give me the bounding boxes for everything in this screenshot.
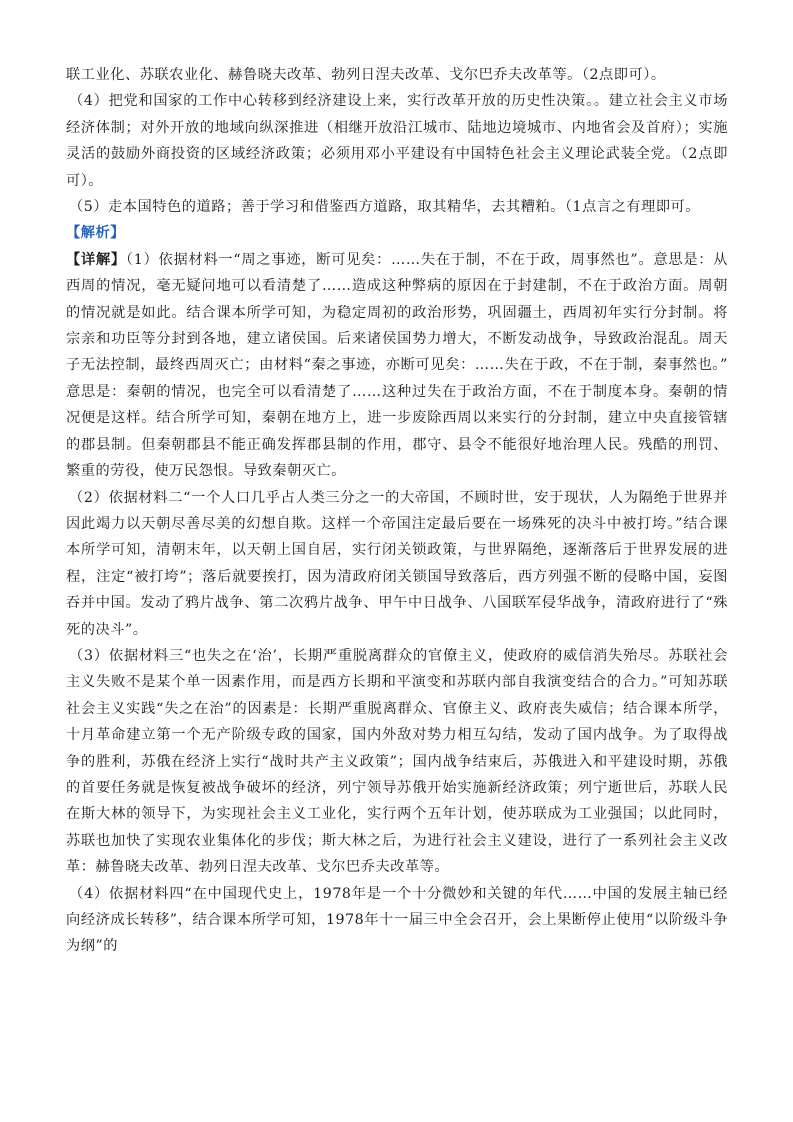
analysis-label: 【解析】 (66, 225, 125, 242)
detail-paragraph-4: （4）依据材料四“在中国现代史上，1978年是一个十分微妙和关键的年代……中国的发展主轴已经向经济成长转移”，结合课本所学可知，1978年十一届三中全会召开，会上果断停止使用“以阶级斗争为纲”的 (66, 885, 728, 955)
analysis-heading (66, 220, 728, 246)
answer-4: （4）把党和国家的工作中心转移到经济建设上来，实行改革开放的历史性决策。。建立社会主义市场经济体制；对外开放的地域向纵深推进（相继开放沿江城市、陆地边境城市、内地省会及首府）；实施灵活的鼓励外商投资的区域经济政策；必须用邓小平建设有中国特色社会主义理论武装全党。（2点即可）。 (66, 93, 728, 189)
answer-5: （5）走本国特色的道路；善于学习和借鉴西方道路，取其精华，去其糟粕。（1点言之有理即可。 (69, 199, 701, 216)
document-page (66, 62, 743, 960)
answer-continuation: 联工业化、苏联农业化、赫鲁晓夫改革、勃列日涅夫改革、戈尔巴乔夫改革等。（2点即可）。 (66, 67, 666, 83)
detail-paragraph-3: （3）依据材料三“也失之在‘治’，长期严重脱离群众的官僚主义，使政府的威信消失殆尽。苏联社会主义失败不是某个单一因素作用，而是西方长期和平演变和苏联内部自我演变结合的合力。”可知苏联社会主义实践“失之在治”的因素是：长期严重脱离群众、官僚主义、政府丧失威信；结合课本所学，十月革命建立第一个无产阶级专政的国家，国内外敌对势力相互勾结，发动了国内战争。为了取得战争的胜利，苏俄在经济上实行“战时共产主义政策”；国内战争结束后，苏俄进入和平建设时期，苏俄的首要任务就是恢复被战争破坏的经济，列宁领导苏俄开始实施新经济政策；列宁逝世后，苏联人民在斯大林的领导下，为实现社会主义工业化，实行两个五年计划，使苏联成为工业强国；以此同时，苏联也加快了实现农业集体化的步伐；斯大林之后，为进行社会主义建设，进行了一系列社会主义改革：赫鲁晓夫改革、勃列日涅夫改革、戈尔巴乔夫改革等。 (66, 647, 728, 876)
detail-label: 【详解】 (66, 251, 126, 268)
detail-text-1: （1）依据材料一“周之事迹，断可见矣：……失在于制，不在于政，周事然也”。意思是：从西周的情况，毫无疑问地可以看清楚了……造成这种弊病的原因在于封建制，不在于政治方面。周朝的情况就是如此。结合课本所学可知，为稳定周初的政治形势，巩固疆土，西周初年实行分封制。将宗亲和功臣等分封到各地，建立诸侯国。后来诸侯国势力增大，不断发动战争，导致政治混乱。周天子无法控制，最终西周灭亡；由材料“秦之事迹，亦断可见矣：……失在于政，不在于制，秦事然也。” 意思是：秦朝的情况，也完全可以看清楚了……这种过失在于政治方面，不在于制度本身。秦朝的情况便是这样。结合所学可知，秦朝在地方上，进一步废除西周以来实行的分封制，建立中央直接管辖的郡县制。但秦朝郡县不能正确发挥郡县制的作用，郡守、县令不能很好地治理人民。残酷的刑罚、繁重的劳役，使万民怨恨。导致秦朝灭亡。 (66, 251, 743, 480)
detail-paragraph-1 (66, 247, 743, 485)
detail-paragraph-2: （2）依据材料二“一个人口几乎占人类三分之一的大帝国，不顾时世，安于现状，人为隔绝于世界并因此竭力以天朝尽善尽美的幻想自欺。这样一个帝国注定最后要在一场殊死的决斗中被打垮。”结合课本所学可知，清朝末年，以天朝上国自居，实行闭关锁政策，与世界隔绝，逐渐落后于世界发展的进程，注定“被打垮”；落后就要挨打，因为清政府闭关锁国导致落后，西方列强不断的侵略中国，妄图吞并中国。发动了鸦片战争、第二次鸦片战争、甲午中日战争、八国联军侵华战争，清政府进行了“殊死的决斗”。 (66, 489, 728, 638)
